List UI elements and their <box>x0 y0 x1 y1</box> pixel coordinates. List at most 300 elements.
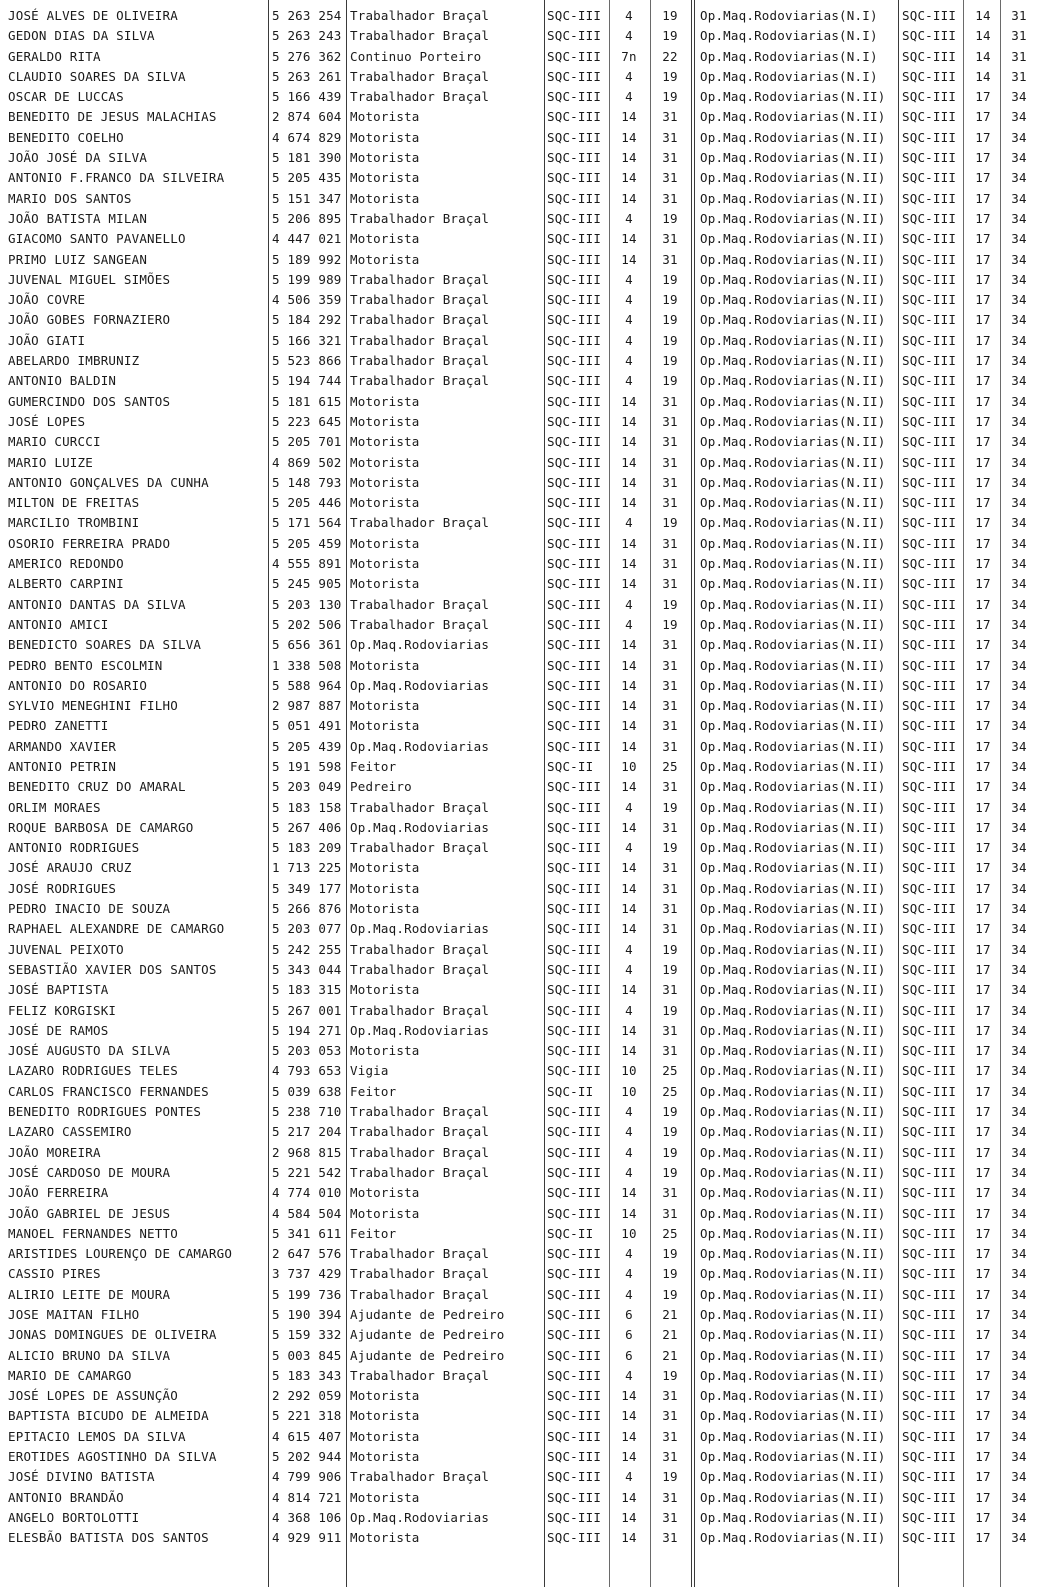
current-grade: 31 <box>662 921 678 937</box>
current-class: SQC-III <box>547 1002 602 1018</box>
registration-number: 4 447 021 <box>272 231 342 247</box>
new-grade: 34 <box>1011 1266 1027 1282</box>
new-position: Op.Maq.Rodoviarias(N.II) <box>700 1205 886 1221</box>
table-row <box>0 412 1054 432</box>
current-class: SQC-III <box>547 1428 602 1444</box>
current-reference: 14 <box>621 474 637 490</box>
new-grade: 34 <box>1011 434 1027 450</box>
current-reference: 4 <box>625 1266 633 1282</box>
new-class: SQC-III <box>902 170 957 186</box>
registration-number: 4 799 906 <box>272 1469 342 1485</box>
table-row <box>0 1528 1054 1548</box>
new-class: SQC-III <box>902 190 957 206</box>
new-reference: 17 <box>975 454 991 470</box>
current-position: Op.Maq.Rodoviarias <box>350 677 490 693</box>
registration-number: 5 206 895 <box>272 210 342 226</box>
new-grade: 34 <box>1011 1002 1027 1018</box>
employee-name: BAPTISTA BICUDO DE ALMEIDA <box>8 1408 209 1424</box>
new-class: SQC-III <box>902 251 957 267</box>
new-reference: 17 <box>975 1002 991 1018</box>
registration-number: 5 148 793 <box>272 474 342 490</box>
registration-number: 5 194 744 <box>272 373 342 389</box>
registration-number: 4 929 911 <box>272 1530 342 1546</box>
registration-number: 2 647 576 <box>272 1246 342 1262</box>
new-reference: 17 <box>975 1307 991 1322</box>
new-reference: 17 <box>975 210 991 226</box>
employee-name: JOÃO JOSÉ DA SILVA <box>8 150 148 166</box>
current-class: SQC-III <box>547 48 602 64</box>
new-class: SQC-III <box>902 860 957 876</box>
table-row <box>0 696 1054 716</box>
new-class: SQC-III <box>902 495 957 511</box>
registration-number: 5 202 944 <box>272 1449 342 1465</box>
new-grade: 34 <box>1011 190 1027 206</box>
new-reference: 17 <box>975 941 991 957</box>
current-reference: 6 <box>625 1307 633 1322</box>
new-grade: 34 <box>1011 353 1027 369</box>
current-position: Trabalhador Braçal <box>350 332 490 348</box>
current-position: Trabalhador Braçal <box>350 799 490 815</box>
registration-number: 5 171 564 <box>272 515 342 531</box>
registration-number: 4 615 407 <box>272 1428 342 1444</box>
new-position: Op.Maq.Rodoviarias(N.II) <box>700 1388 886 1404</box>
current-grade: 31 <box>662 1428 678 1444</box>
current-position: Op.Maq.Rodoviarias <box>350 921 490 937</box>
current-class: SQC-III <box>547 292 602 308</box>
new-class: SQC-III <box>902 1043 957 1059</box>
current-class: SQC-III <box>547 799 602 815</box>
current-grade: 19 <box>662 1286 678 1302</box>
current-position: Trabalhador Braçal <box>350 353 490 369</box>
new-position: Op.Maq.Rodoviarias(N.II) <box>700 292 886 308</box>
new-grade: 34 <box>1011 819 1027 835</box>
current-class: SQC-III <box>547 738 602 754</box>
employee-name: SYLVIO MENEGHINI FILHO <box>8 698 178 714</box>
new-position: Op.Maq.Rodoviarias(N.II) <box>700 150 886 166</box>
registration-number: 5 181 390 <box>272 150 342 166</box>
new-grade: 34 <box>1011 271 1027 287</box>
new-class: SQC-III <box>902 413 957 429</box>
new-class: SQC-III <box>902 1164 957 1180</box>
current-position: Feitor <box>350 758 397 774</box>
current-position: Motorista <box>350 413 420 429</box>
current-class: SQC-III <box>547 1327 602 1343</box>
current-class: SQC-III <box>547 1205 602 1221</box>
new-grade: 34 <box>1011 657 1027 673</box>
table-row <box>0 879 1054 899</box>
employee-name: ARISTIDES LOURENÇO DE CAMARGO <box>8 1246 233 1262</box>
new-position: Op.Maq.Rodoviarias(N.II) <box>700 961 886 977</box>
registration-number: 4 674 829 <box>272 129 342 145</box>
current-grade: 25 <box>662 758 678 774</box>
registration-number: 5 205 459 <box>272 535 342 551</box>
current-position: Motorista <box>350 231 420 247</box>
current-position: Trabalhador Braçal <box>350 961 490 977</box>
new-reference: 17 <box>975 982 991 998</box>
new-position: Op.Maq.Rodoviarias(N.II) <box>700 840 886 856</box>
current-class: SQC-III <box>547 1509 602 1525</box>
registration-number: 5 183 315 <box>272 982 342 998</box>
current-reference: 14 <box>621 413 637 429</box>
registration-number: 5 202 506 <box>272 616 342 632</box>
new-grade: 34 <box>1011 982 1027 998</box>
registration-number: 5 267 406 <box>272 819 342 835</box>
new-class: SQC-III <box>902 982 957 998</box>
registration-number: 5 203 077 <box>272 921 342 937</box>
new-reference: 17 <box>975 1388 991 1404</box>
current-reference: 14 <box>621 576 637 592</box>
new-reference: 17 <box>975 271 991 287</box>
table-row <box>0 737 1054 757</box>
current-reference: 14 <box>621 495 637 511</box>
new-reference: 17 <box>975 1286 991 1302</box>
current-class: SQC-III <box>547 89 602 105</box>
new-position: Op.Maq.Rodoviarias(N.II) <box>700 1469 886 1485</box>
current-reference: 4 <box>625 799 633 815</box>
new-reference: 17 <box>975 718 991 734</box>
current-reference: 6 <box>625 1347 633 1363</box>
new-position: Op.Maq.Rodoviarias(N.II) <box>700 657 886 673</box>
new-grade: 34 <box>1011 556 1027 572</box>
new-class: SQC-III <box>902 941 957 957</box>
current-reference: 14 <box>621 129 637 145</box>
current-position: Motorista <box>350 474 420 490</box>
current-class: SQC-III <box>547 150 602 166</box>
new-position: Op.Maq.Rodoviarias(N.II) <box>700 758 886 774</box>
current-class: SQC-III <box>547 271 602 287</box>
current-grade: 31 <box>662 677 678 693</box>
current-reference: 14 <box>621 109 637 125</box>
new-reference: 17 <box>975 1225 991 1241</box>
registration-number: 2 968 815 <box>272 1144 342 1160</box>
new-grade: 34 <box>1011 1286 1027 1302</box>
employee-name: ROQUE BARBOSA DE CAMARGO <box>8 819 194 835</box>
current-position: Continuo Porteiro <box>350 48 482 64</box>
new-reference: 14 <box>975 28 991 44</box>
current-grade: 31 <box>662 1388 678 1404</box>
current-reference: 14 <box>621 1408 637 1424</box>
new-position: Op.Maq.Rodoviarias(N.II) <box>700 474 886 490</box>
table-row <box>0 1143 1054 1163</box>
new-class: SQC-III <box>902 698 957 714</box>
current-reference: 4 <box>625 332 633 348</box>
current-reference: 14 <box>621 170 637 186</box>
new-grade: 34 <box>1011 312 1027 328</box>
current-class: SQC-III <box>547 1063 602 1079</box>
new-class: SQC-III <box>902 48 957 64</box>
current-reference: 4 <box>625 1124 633 1140</box>
employee-name: EROTIDES AGOSTINHO DA SILVA <box>8 1449 217 1465</box>
registration-number: 5 151 347 <box>272 190 342 206</box>
current-class: SQC-III <box>547 190 602 206</box>
new-grade: 34 <box>1011 454 1027 470</box>
current-grade: 19 <box>662 961 678 977</box>
new-position: Op.Maq.Rodoviarias(N.II) <box>700 413 886 429</box>
table-row <box>0 331 1054 351</box>
new-reference: 17 <box>975 1449 991 1465</box>
current-class: SQC-III <box>547 718 602 734</box>
current-grade: 31 <box>662 1509 678 1525</box>
new-position: Op.Maq.Rodoviarias(N.II) <box>700 698 886 714</box>
new-class: SQC-III <box>902 1307 957 1322</box>
new-position: Op.Maq.Rodoviarias(N.II) <box>700 1408 886 1424</box>
current-reference: 14 <box>621 150 637 166</box>
new-class: SQC-III <box>902 373 957 389</box>
new-grade: 34 <box>1011 1104 1027 1120</box>
new-position: Op.Maq.Rodoviarias(N.II) <box>700 556 886 572</box>
new-reference: 14 <box>975 68 991 84</box>
current-class: SQC-III <box>547 1104 602 1120</box>
current-grade: 31 <box>662 1489 678 1505</box>
new-reference: 17 <box>975 657 991 673</box>
current-reference: 10 <box>621 1063 637 1079</box>
employee-name: BENEDITO CRUZ DO AMARAL <box>8 779 186 795</box>
current-reference: 14 <box>621 1043 637 1059</box>
current-position: Pedreiro <box>350 779 412 795</box>
current-reference: 14 <box>621 657 637 673</box>
table-row <box>0 513 1054 533</box>
new-grade: 34 <box>1011 474 1027 490</box>
current-grade: 19 <box>662 292 678 308</box>
current-position: Motorista <box>350 495 420 511</box>
current-position: Trabalhador Braçal <box>350 1286 490 1302</box>
employee-name: JOÃO MOREIRA <box>8 1144 101 1160</box>
current-position: Motorista <box>350 860 420 876</box>
current-reference: 14 <box>621 982 637 998</box>
current-position: Motorista <box>350 1408 420 1424</box>
current-reference: 4 <box>625 8 633 23</box>
current-class: SQC-III <box>547 1489 602 1505</box>
current-grade: 31 <box>662 982 678 998</box>
new-class: SQC-III <box>902 434 957 450</box>
new-grade: 34 <box>1011 698 1027 714</box>
new-reference: 17 <box>975 312 991 328</box>
registration-number: 5 194 271 <box>272 1022 342 1038</box>
new-class: SQC-III <box>902 474 957 490</box>
table-row <box>0 290 1054 310</box>
new-position: Op.Maq.Rodoviarias(N.II) <box>700 1002 886 1018</box>
registration-number: 5 199 736 <box>272 1286 342 1302</box>
current-class: SQC-III <box>547 840 602 856</box>
current-reference: 4 <box>625 210 633 226</box>
table-row <box>0 1285 1054 1305</box>
current-reference: 14 <box>621 1185 637 1201</box>
new-reference: 17 <box>975 698 991 714</box>
table-row <box>0 554 1054 574</box>
registration-number: 2 987 887 <box>272 698 342 714</box>
table-row <box>0 1386 1054 1406</box>
registration-number: 5 242 255 <box>272 941 342 957</box>
current-class: SQC-III <box>547 1388 602 1404</box>
current-class: SQC-III <box>547 393 602 409</box>
current-reference: 14 <box>621 738 637 754</box>
new-position: Op.Maq.Rodoviarias(N.II) <box>700 210 886 226</box>
employee-name: JOÃO GIATI <box>8 332 86 348</box>
new-position: Op.Maq.Rodoviarias(N.II) <box>700 312 886 328</box>
new-class: SQC-III <box>902 1083 957 1099</box>
new-position: Op.Maq.Rodoviarias(N.II) <box>700 1104 886 1120</box>
registration-number: 5 203 053 <box>272 1043 342 1059</box>
employee-name: JOÃO COVRE <box>8 292 86 308</box>
current-class: SQC-III <box>547 1164 602 1180</box>
table-row <box>0 676 1054 696</box>
new-position: Op.Maq.Rodoviarias(N.II) <box>700 1449 886 1465</box>
new-grade: 34 <box>1011 1164 1027 1180</box>
current-reference: 14 <box>621 251 637 267</box>
new-position: Op.Maq.Rodoviarias(N.II) <box>700 434 886 450</box>
new-grade: 34 <box>1011 677 1027 693</box>
table-row <box>0 1041 1054 1061</box>
new-reference: 17 <box>975 353 991 369</box>
current-class: SQC-III <box>547 556 602 572</box>
current-position: Motorista <box>350 1428 420 1444</box>
current-reference: 14 <box>621 1428 637 1444</box>
new-grade: 34 <box>1011 535 1027 551</box>
current-position: Trabalhador Braçal <box>350 616 490 632</box>
current-reference: 4 <box>625 373 633 389</box>
registration-number: 5 205 435 <box>272 170 342 186</box>
registration-number: 5 245 905 <box>272 576 342 592</box>
new-reference: 17 <box>975 1489 991 1505</box>
current-class: SQC-III <box>547 1266 602 1282</box>
current-position: Motorista <box>350 718 420 734</box>
current-position: Motorista <box>350 1185 420 1201</box>
current-grade: 31 <box>662 738 678 754</box>
new-reference: 17 <box>975 1043 991 1059</box>
table-row <box>0 128 1054 148</box>
registration-number: 5 205 701 <box>272 434 342 450</box>
employee-name: ALIRIO LEITE DE MOURA <box>8 1286 171 1302</box>
current-position: Motorista <box>350 454 420 470</box>
current-grade: 31 <box>662 556 678 572</box>
employee-name: JOSÉ RODRIGUES <box>8 880 117 896</box>
new-class: SQC-III <box>902 89 957 105</box>
registration-number: 5 343 044 <box>272 961 342 977</box>
current-position: Motorista <box>350 434 420 450</box>
current-reference: 4 <box>625 1367 633 1383</box>
new-reference: 17 <box>975 596 991 612</box>
current-reference: 4 <box>625 941 633 957</box>
employee-name: ANTONIO PETRIN <box>8 758 117 774</box>
new-grade: 34 <box>1011 738 1027 754</box>
employee-name: JOSÉ CARDOSO DE MOURA <box>8 1164 171 1180</box>
new-reference: 17 <box>975 1469 991 1485</box>
new-class: SQC-III <box>902 68 957 84</box>
employee-name: AMERICO REDONDO <box>8 556 124 572</box>
table-row <box>0 1508 1054 1528</box>
new-grade: 34 <box>1011 1469 1027 1485</box>
new-class: SQC-III <box>902 312 957 328</box>
new-reference: 17 <box>975 860 991 876</box>
registration-number: 5 221 318 <box>272 1408 342 1424</box>
table-row <box>0 1488 1054 1508</box>
current-class: SQC-III <box>547 454 602 470</box>
employee-name: FELIZ KORGISKI <box>8 1002 117 1018</box>
current-grade: 19 <box>662 1104 678 1120</box>
current-grade: 31 <box>662 657 678 673</box>
current-class: SQC-III <box>547 109 602 125</box>
table-row <box>0 919 1054 939</box>
new-grade: 34 <box>1011 393 1027 409</box>
new-grade: 34 <box>1011 1043 1027 1059</box>
new-class: SQC-III <box>902 819 957 835</box>
current-class: SQC-III <box>547 1530 602 1546</box>
new-grade: 34 <box>1011 292 1027 308</box>
current-reference: 14 <box>621 1205 637 1221</box>
registration-number: 5 191 598 <box>272 758 342 774</box>
current-position: Trabalhador Braçal <box>350 1367 490 1383</box>
table-row <box>0 595 1054 615</box>
new-reference: 17 <box>975 819 991 835</box>
current-position: Motorista <box>350 129 420 145</box>
new-position: Op.Maq.Rodoviarias(N.II) <box>700 1347 886 1363</box>
employee-name: JOÃO BATISTA MILAN <box>8 210 148 226</box>
new-position: Op.Maq.Rodoviarias(N.II) <box>700 190 886 206</box>
employee-name: BENEDITO RODRIGUES PONTES <box>8 1104 202 1120</box>
table-row <box>0 6 1054 26</box>
employee-name: ANTONIO BRANDÃO <box>8 1489 124 1505</box>
table-row <box>0 1264 1054 1284</box>
new-position: Op.Maq.Rodoviarias(N.II) <box>700 1428 886 1444</box>
current-position: Trabalhador Braçal <box>350 1266 490 1282</box>
new-position: Op.Maq.Rodoviarias(N.II) <box>700 779 886 795</box>
table-row <box>0 168 1054 188</box>
current-reference: 14 <box>621 535 637 551</box>
current-position: Trabalhador Braçal <box>350 68 490 84</box>
current-class: SQC-II <box>547 1083 594 1099</box>
current-position: Motorista <box>350 880 420 896</box>
employee-name: CLAUDIO SOARES DA SILVA <box>8 68 186 84</box>
new-class: SQC-III <box>902 515 957 531</box>
current-position: Op.Maq.Rodoviarias <box>350 637 490 653</box>
new-grade: 34 <box>1011 921 1027 937</box>
new-grade: 34 <box>1011 251 1027 267</box>
current-class: SQC-III <box>547 1185 602 1201</box>
new-position: Op.Maq.Rodoviarias(N.II) <box>700 109 886 125</box>
new-reference: 17 <box>975 150 991 166</box>
registration-number: 5 190 394 <box>272 1307 342 1322</box>
table-row <box>0 716 1054 736</box>
current-reference: 14 <box>621 231 637 247</box>
new-reference: 17 <box>975 1266 991 1282</box>
current-grade: 31 <box>662 231 678 247</box>
employee-name: MARIO DOS SANTOS <box>8 190 132 206</box>
employee-name: ANTONIO BALDIN <box>8 373 117 389</box>
current-class: SQC-III <box>547 1469 602 1485</box>
new-reference: 17 <box>975 190 991 206</box>
employee-name: GUMERCINDO DOS SANTOS <box>8 393 171 409</box>
new-reference: 17 <box>975 961 991 977</box>
table-row <box>0 473 1054 493</box>
new-position: Op.Maq.Rodoviarias(N.I) <box>700 48 878 64</box>
new-class: SQC-III <box>902 1530 957 1546</box>
registration-number: 5 263 254 <box>272 8 342 23</box>
employee-name: JOÃO GABRIEL DE JESUS <box>8 1205 171 1221</box>
current-reference: 4 <box>625 1164 633 1180</box>
new-reference: 17 <box>975 1063 991 1079</box>
employee-name: BENEDITO DE JESUS MALACHIAS <box>8 109 217 125</box>
registration-number: 5 588 964 <box>272 677 342 693</box>
current-reference: 14 <box>621 393 637 409</box>
new-position: Op.Maq.Rodoviarias(N.II) <box>700 1225 886 1241</box>
new-grade: 34 <box>1011 1063 1027 1079</box>
employee-name: OSORIO FERREIRA PRADO <box>8 535 171 551</box>
current-position: Motorista <box>350 901 420 917</box>
table-row <box>0 777 1054 797</box>
current-reference: 14 <box>621 718 637 734</box>
current-position: Motorista <box>350 170 420 186</box>
current-class: SQC-III <box>547 1307 602 1322</box>
